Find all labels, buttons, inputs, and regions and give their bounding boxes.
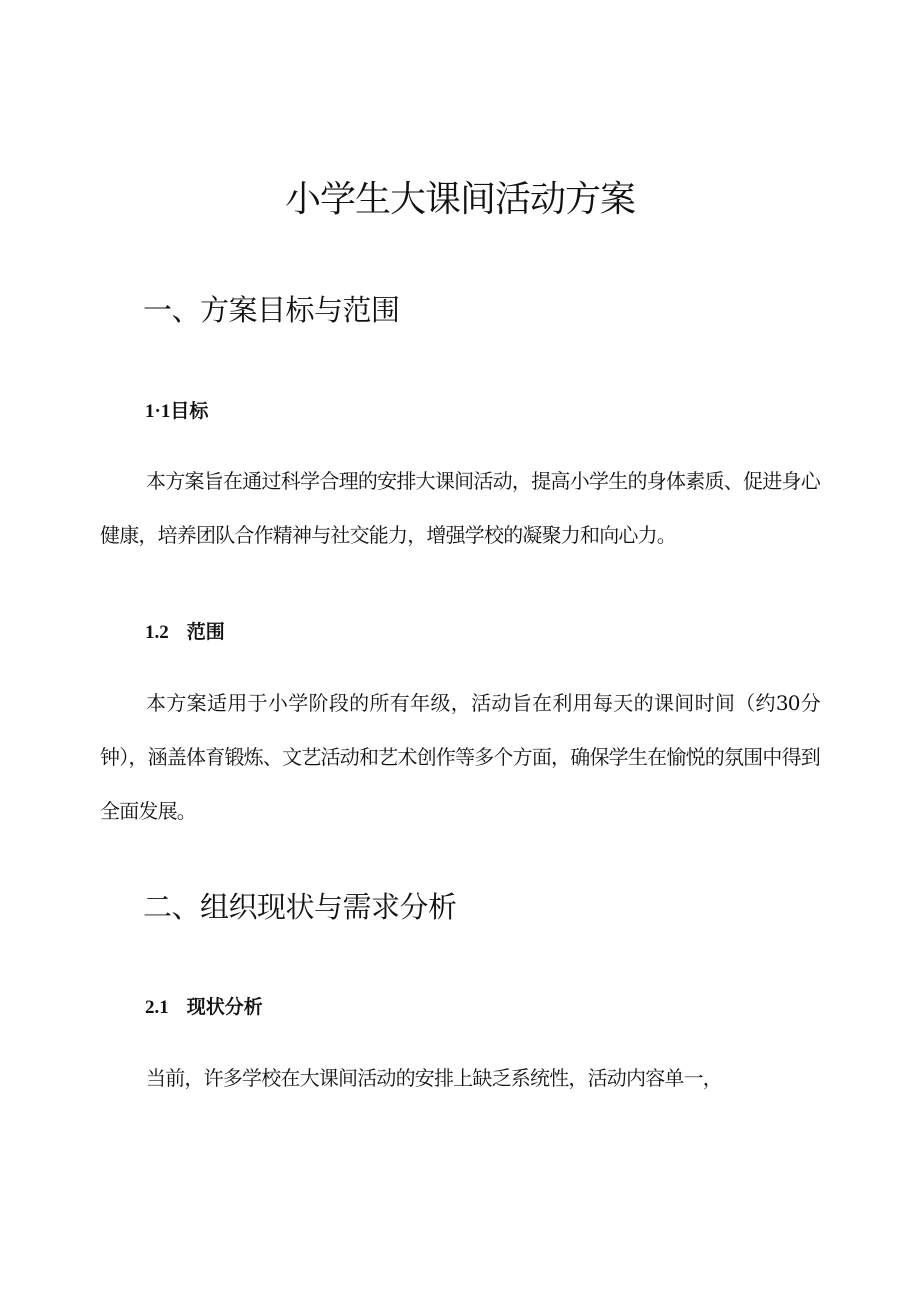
subsection-heading-1-1 — [145, 396, 208, 427]
document-title: 小学生大课间活动方案 — [284, 179, 635, 220]
subsection-heading-2-1 — [145, 992, 263, 1023]
subsection-number: 2.1 — [145, 997, 169, 1018]
subsection-title: 现状分析 — [186, 996, 263, 1018]
paragraph-1-2: 本方案适用于小学阶段的所有年级，活动旨在利用每天的课间时间（约30分钟），涵盖体育锻炼、文艺活动和艺术创作等多个方面，确保学生在愉悦的氛围中得到全面发展。 — [100, 691, 820, 823]
subsection-number: 1.2 — [145, 622, 169, 643]
subsection-heading-1-2 — [145, 617, 225, 648]
paragraph-1-1: 本方案旨在通过科学合理的安排大课间活动，提高小学生的身体素质、促进身心健康，培养团队合作精神与社交能力，增强学校的凝聚力和向心力。 — [100, 469, 820, 547]
subsection-title: 范围 — [186, 621, 225, 643]
section-heading-2: 二、组织现状与需求分析 — [143, 890, 457, 924]
paragraph-2-1: 当前，许多学校在大课间活动的安排上缺乏系统性，活动内容单一， — [146, 1066, 722, 1090]
subsection-number: 1·1 — [145, 401, 171, 422]
subsection-title: 目标 — [170, 400, 209, 422]
section-heading-1: 一、方案目标与范围 — [143, 293, 400, 327]
